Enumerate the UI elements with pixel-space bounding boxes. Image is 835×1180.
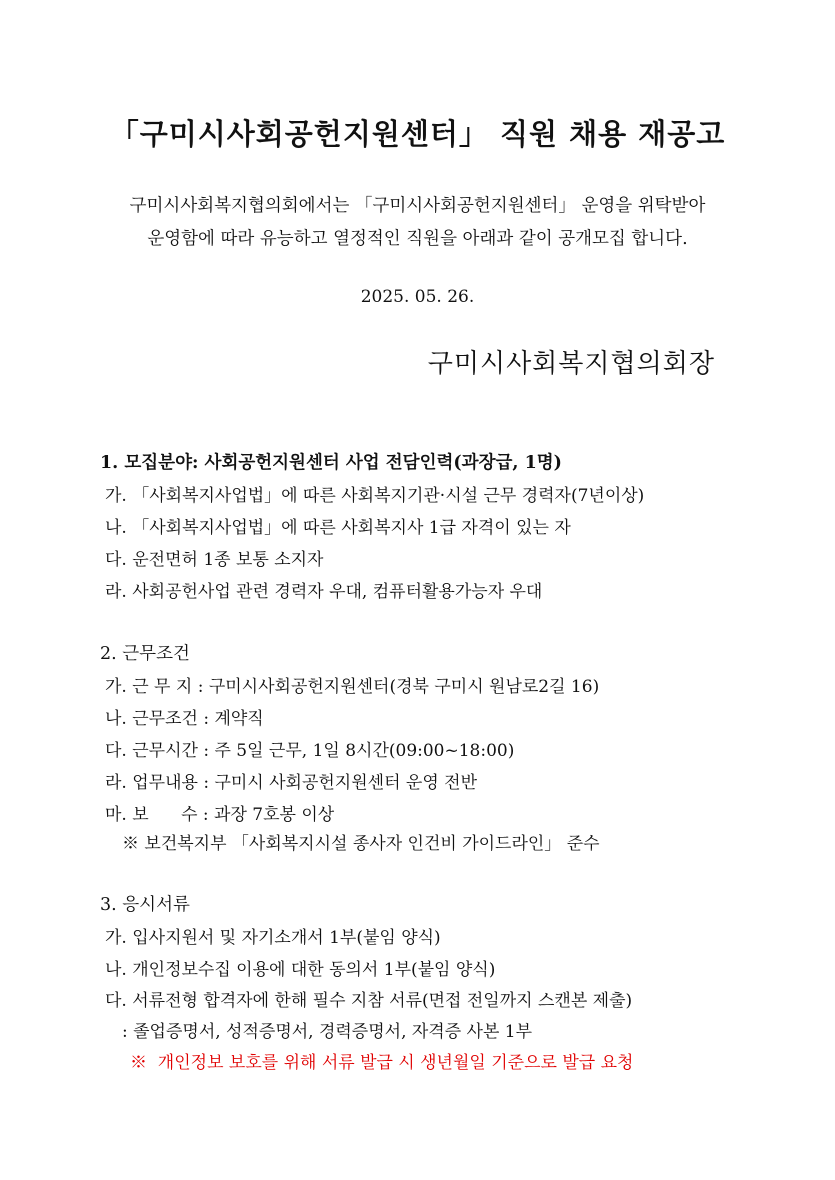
list-item: 나. 개인정보수집 이용에 대한 동의서 1부(붙임 양식) — [105, 960, 496, 980]
section-heading-conditions: 2. 근무조건 — [100, 644, 190, 664]
notice-date: 2025. 05. 26. — [360, 287, 475, 307]
list-item: 나. 「사회복지사업법」에 따른 사회복지사 1급 자격이 있는 자 — [105, 518, 571, 538]
section-heading-documents: 3. 응시서류 — [100, 895, 190, 915]
list-item: 나. 근무조건 : 계약직 — [105, 709, 264, 729]
intro-line: 구미시사회복지협의회에서는 「구미시사회공헌지원센터」 운영을 위탁받아 — [129, 196, 706, 216]
list-item: 가. 입사지원서 및 자기소개서 1부(붙임 양식) — [105, 928, 441, 948]
intro-paragraph — [0, 190, 835, 256]
guideline-note: ※ 보건복지부 「사회복지시설 종사자 인건비 가이드라인」 준수 — [122, 834, 600, 854]
list-item: 마. 보 수 : 과장 7호봉 이상 — [105, 805, 335, 825]
list-item: 라. 업무내용 : 구미시 사회공헌지원센터 운영 전반 — [105, 773, 477, 793]
issuer-name: 구미시사회복지협의회장 — [427, 349, 715, 379]
privacy-warning: ※ 개인정보 보호를 위해 서류 발급 시 생년월일 기준으로 발급 요청 — [130, 1053, 634, 1073]
list-item: 라. 사회공헌사업 관련 경력자 우대, 컴퓨터활용가능자 우대 — [105, 582, 543, 602]
list-item: 다. 서류전형 합격자에 한해 필수 지참 서류(면접 전일까지 스캔본 제출) — [105, 991, 633, 1011]
section-heading-recruitment: 1. 모집분야: 사회공헌지원센터 사업 전담인력(과장급, 1명) — [100, 453, 562, 473]
required-documents-list: : 졸업증명서, 성적증명서, 경력증명서, 자격증 사본 1부 — [122, 1022, 533, 1042]
list-item: 다. 운전면허 1종 보통 소지자 — [105, 550, 324, 570]
list-item: 다. 근무시간 : 주 5일 근무, 1일 8시간(09:00~18:00) — [105, 741, 515, 761]
list-item: 가. 「사회복지사업법」에 따른 사회복지기관·시설 근무 경력자(7년이상) — [105, 486, 645, 506]
page-title: 「구미시사회공헌지원센터」 직원 채용 재공고 — [109, 117, 726, 151]
intro-line: 운영함에 따라 유능하고 열정적인 직원을 아래과 같이 공개모집 합니다. — [147, 229, 688, 249]
list-item: 가. 근 무 지 : 구미시사회공헌지원센터(경북 구미시 원남로2길 16) — [105, 677, 600, 697]
